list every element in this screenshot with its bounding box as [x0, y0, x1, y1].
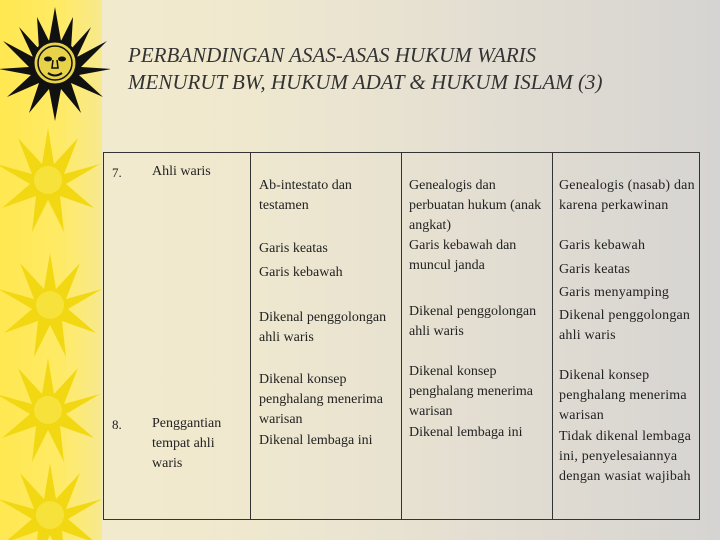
bw-cell-text: Dikenal lembaga ini: [259, 433, 373, 448]
bw-cell-text: Garis keatas: [259, 241, 328, 256]
sun-icon: [0, 128, 100, 232]
islam-cell-text: Garis keatas: [559, 262, 631, 277]
bw-cell-text: Garis kebawah: [259, 265, 343, 280]
adat-cell-text: Dikenal penggolongan ahli waris: [409, 304, 537, 339]
sun-decorations: [0, 0, 110, 540]
adat-cell-text: Garis kebawah dan muncul janda: [409, 238, 517, 273]
column-divider: [401, 153, 402, 519]
adat-cell-text: Genealogis dan perbuatan hukum (anak angkat): [409, 178, 542, 233]
islam-cell-text: Garis kebawah: [559, 238, 646, 253]
title-line-2: MENURUT BW, HUKUM ADAT & HUKUM ISLAM (3): [128, 70, 603, 94]
page-title: [128, 42, 698, 96]
row-number: 8.: [112, 417, 122, 432]
adat-cell-text: Dikenal konsep penghalang menerima warisan: [409, 364, 534, 419]
adat-cell-text: Dikenal lembaga ini: [409, 425, 523, 440]
islam-cell-text: Garis menyamping: [559, 285, 670, 300]
bw-cell-text: Dikenal penggolongan ahli waris: [259, 310, 387, 345]
sun-icon: [0, 463, 102, 540]
column-divider: [552, 153, 553, 519]
row-topic: Ahli waris: [152, 164, 211, 179]
row-topic: Penggantian tempat ahli waris: [152, 416, 222, 471]
islam-cell-text: Dikenal konsep penghalang menerima warisan: [559, 368, 687, 423]
bw-cell-text: Ab-intestato dan testamen: [259, 178, 352, 213]
islam-cell-text: Genealogis (nasab) dan karena perkawinan: [559, 178, 695, 213]
islam-cell-text: Dikenal penggolongan ahli waris: [559, 308, 691, 343]
sun-face-icon: [0, 7, 110, 121]
bw-cell-text: Dikenal konsep penghalang menerima warisan: [259, 372, 384, 427]
title-line-1: PERBANDINGAN ASAS-ASAS HUKUM WARIS: [128, 43, 537, 67]
islam-cell-text: Tidak dikenal lembaga ini, penyelesaiannya dengan wasiat wajibah: [559, 429, 691, 484]
sun-icon: [0, 358, 100, 462]
row-number: 7.: [112, 165, 122, 180]
column-divider: [250, 153, 251, 519]
comparison-table: [103, 152, 700, 520]
sun-icon: [0, 253, 102, 357]
